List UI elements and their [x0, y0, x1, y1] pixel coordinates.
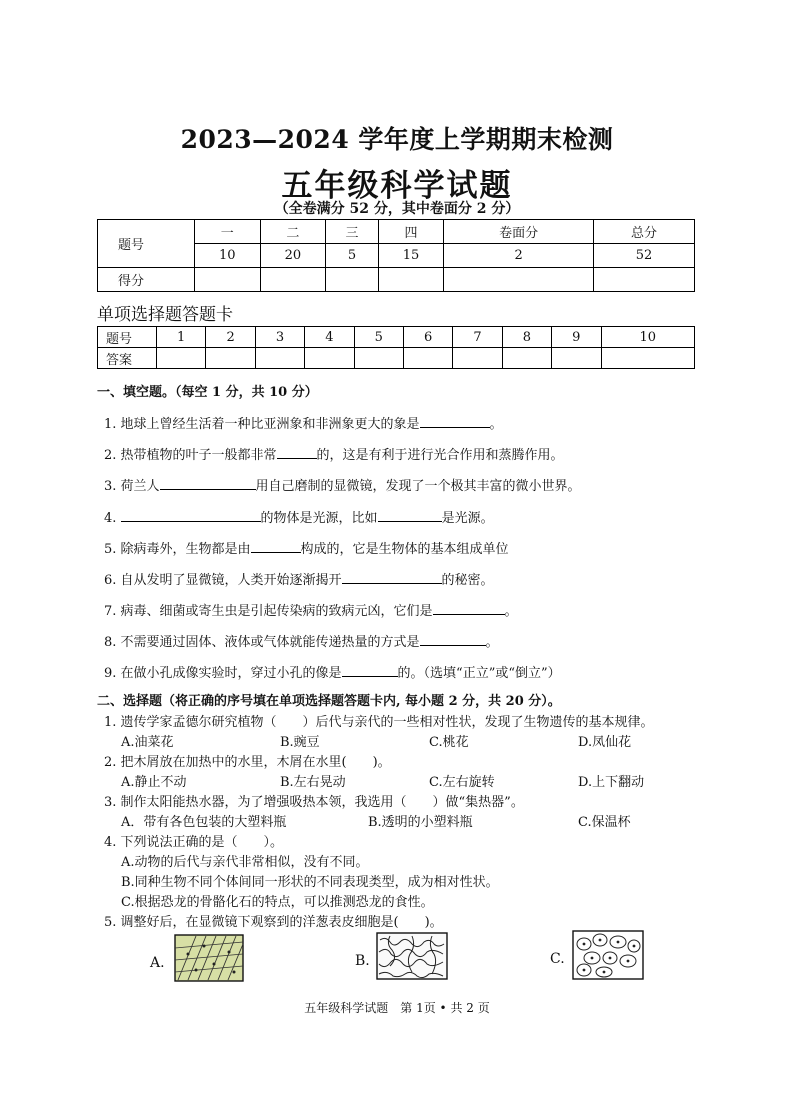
fill-q7-text: 7. 病毒、细菌或寄生虫是引起传染病的致病元凶，它们是 — [104, 604, 433, 619]
answer-card-row — [98, 327, 695, 348]
exam-subtitle: （全卷满分 52 分，其中卷面分 2 分） — [274, 201, 520, 217]
fill-q5-text: 5. 除病毒外，生物都是由 — [104, 542, 251, 557]
fill-q6-text: 6. 自从发明了显微镜，人类开始逐渐揭开 — [104, 573, 342, 588]
fill-q4-end: 是光源。 — [441, 511, 494, 526]
choice-q3-option-c[interactable]: C.保温杯 — [578, 815, 631, 830]
fill-question-7 — [104, 600, 518, 619]
choice-q5-option-c[interactable]: C. — [550, 951, 565, 967]
fill-q1-end: 。 — [489, 417, 503, 432]
answer-cell[interactable] — [601, 348, 694, 369]
answer-card-table — [97, 326, 695, 369]
choice-question-1-stem: 1. 遗传学家孟德尔研究植物（ ）后代与亲代的一些相对性状，发现了生物遗传的基本规律。 — [104, 715, 654, 730]
fill-blank[interactable] — [420, 633, 486, 646]
answer-number: 4 — [305, 327, 354, 348]
score-points-5: 2 — [444, 244, 594, 268]
fill-question-5 — [104, 538, 509, 557]
onion-cells-image-c — [572, 930, 644, 980]
exam-main-title: 五年级科学试题 — [281, 168, 513, 204]
answer-cell[interactable] — [502, 348, 551, 369]
fill-blank[interactable] — [378, 509, 442, 522]
onion-cells-image-a — [174, 934, 244, 982]
choice-q3-option-b[interactable]: B.透明的小塑料瓶 — [368, 815, 473, 830]
choice-q2-option-c[interactable]: C.左右旋转 — [429, 775, 495, 790]
fill-blank[interactable] — [277, 446, 317, 459]
fill-q7-end: 。 — [504, 604, 518, 619]
score-points-2: 20 — [260, 244, 326, 268]
answer-number: 8 — [502, 327, 551, 348]
answer-card-label-question: 题号 — [98, 327, 157, 348]
answer-cell[interactable] — [255, 348, 304, 369]
fill-q8-text: 8. 不需要通过固体、液体或气体就能传递热量的方式是 — [104, 635, 420, 650]
fill-q4-text: 4. — [104, 511, 121, 526]
score-col-5: 卷面分 — [444, 220, 594, 244]
score-col-3: 三 — [326, 220, 378, 244]
score-table-label-question: 题号 — [98, 220, 195, 268]
choice-q5-option-a[interactable]: A. — [150, 955, 165, 971]
answer-card-heading: 单项选择题答题卡 — [97, 305, 233, 325]
answer-number: 9 — [552, 327, 601, 348]
section1-heading: 一、填空题。（每空 1 分，共 10 分） — [97, 385, 318, 400]
score-points-3: 5 — [326, 244, 378, 268]
answer-cell[interactable] — [354, 348, 403, 369]
fill-q1-text: 1. 地球上曾经生活着一种比亚洲象和非洲象更大的象是 — [104, 417, 420, 432]
fill-q4-mid: 的物体是光源，比如 — [260, 511, 378, 526]
score-cell[interactable] — [378, 268, 444, 292]
onion-cells-image-b — [376, 932, 448, 980]
fill-question-6 — [104, 569, 494, 588]
score-col-1: 一 — [195, 220, 261, 244]
score-col-4: 四 — [378, 220, 444, 244]
score-cell[interactable] — [195, 268, 261, 292]
fill-blank[interactable] — [121, 509, 261, 522]
fill-question-9 — [104, 662, 561, 681]
answer-cell[interactable] — [157, 348, 206, 369]
choice-question-4-stem: 4. 下列说法正确的是（ ）。 — [104, 835, 284, 850]
choice-q2-option-d[interactable]: D.上下翻动 — [578, 775, 645, 790]
answer-card-label-answer: 答案 — [98, 348, 157, 369]
fill-question-4 — [104, 507, 494, 526]
fill-q3-end: 用自己磨制的显微镜，发现了一个极其丰富的微小世界。 — [255, 479, 581, 494]
choice-q4-option-b[interactable]: B.同种生物不同个体间同一形状的不同表现类型，成为相对性状。 — [121, 875, 499, 890]
answer-number: 6 — [403, 327, 452, 348]
score-cell[interactable] — [444, 268, 594, 292]
fill-q2-end: 的，这是有利于进行光合作用和蒸腾作用。 — [316, 448, 564, 463]
score-table — [97, 219, 695, 292]
choice-question-3-stem: 3. 制作太阳能热水器，为了增强吸热本领，我选用（ ）做“集热器”。 — [104, 795, 524, 810]
score-table-row — [98, 220, 695, 244]
choice-q1-option-d[interactable]: D.凤仙花 — [578, 735, 632, 750]
answer-cell[interactable] — [552, 348, 601, 369]
fill-blank[interactable] — [342, 664, 398, 677]
fill-q8-end: 。 — [485, 635, 499, 650]
choice-q1-option-b[interactable]: B.豌豆 — [280, 735, 320, 750]
answer-cell[interactable] — [403, 348, 452, 369]
choice-q2-option-b[interactable]: B.左右晃动 — [280, 775, 346, 790]
section2-heading: 二、选择题（将正确的序号填在单项选择题答题卡内, 每小题 2 分，共 20 分）。 — [97, 694, 561, 709]
choice-q1-option-c[interactable]: C.桃花 — [429, 735, 469, 750]
choice-q4-option-c[interactable]: C.根据恐龙的骨骼化石的特点，可以推测恐龙的食性。 — [121, 895, 434, 910]
page-footer: 五年级科学试题 第 1页 • 共 2 页 — [304, 1001, 490, 1015]
score-cell[interactable] — [326, 268, 378, 292]
fill-q5-end: 构成的，它是生物体的基本组成单位 — [300, 542, 509, 557]
fill-blank[interactable] — [420, 415, 490, 428]
fill-q3-text: 3. 荷兰人 — [104, 479, 160, 494]
fill-question-3 — [104, 475, 581, 494]
fill-q9-end: 的。（选填“正立”或“倒立”） — [397, 666, 561, 681]
answer-number: 3 — [255, 327, 304, 348]
answer-cell[interactable] — [305, 348, 354, 369]
choice-q3-option-a[interactable]: A．带有各色包装的大塑料瓶 — [121, 815, 287, 830]
answer-number: 2 — [206, 327, 255, 348]
score-col-2: 二 — [260, 220, 326, 244]
score-table-label-score: 得分 — [98, 268, 195, 292]
choice-question-2-stem: 2. 把木屑放在加热中的水里，木屑在水里( )。 — [104, 755, 391, 770]
answer-number: 7 — [453, 327, 502, 348]
exam-year-title: 2023—2024 学年度上学期期末检测 — [180, 125, 614, 154]
fill-question-1 — [104, 413, 503, 432]
choice-q1-option-a[interactable]: A.油菜花 — [121, 735, 174, 750]
score-col-6: 总分 — [593, 220, 694, 244]
choice-q5-option-b[interactable]: B. — [355, 953, 370, 969]
answer-cell[interactable] — [206, 348, 255, 369]
fill-q9-text: 9. 在做小孔成像实验时，穿过小孔的像是 — [104, 666, 342, 681]
fill-q2-text: 2. 热带植物的叶子一般都非常 — [104, 448, 277, 463]
fill-q6-end: 的秘密。 — [441, 573, 494, 588]
score-points-6: 52 — [593, 244, 694, 268]
score-table-row — [98, 268, 695, 292]
fill-blank[interactable] — [433, 602, 505, 615]
choice-question-5-stem: 5. 调整好后，在显微镜下观察到的洋葱表皮细胞是( )。 — [104, 915, 443, 930]
answer-number: 10 — [601, 327, 694, 348]
score-cell[interactable] — [260, 268, 326, 292]
fill-blank[interactable] — [160, 477, 256, 490]
score-cell[interactable] — [593, 268, 694, 292]
answer-number: 1 — [157, 327, 206, 348]
answer-cell[interactable] — [453, 348, 502, 369]
score-points-4: 15 — [378, 244, 444, 268]
score-points-1: 10 — [195, 244, 261, 268]
choice-q4-option-a[interactable]: A.动物的后代与亲代非常相似，没有不同。 — [121, 855, 369, 870]
fill-question-2 — [104, 444, 564, 463]
fill-blank[interactable] — [342, 571, 442, 584]
answer-number: 5 — [354, 327, 403, 348]
choice-q2-option-a[interactable]: A.静止不动 — [121, 775, 187, 790]
answer-card-row — [98, 348, 695, 369]
fill-question-8 — [104, 631, 499, 650]
fill-blank[interactable] — [251, 540, 301, 553]
